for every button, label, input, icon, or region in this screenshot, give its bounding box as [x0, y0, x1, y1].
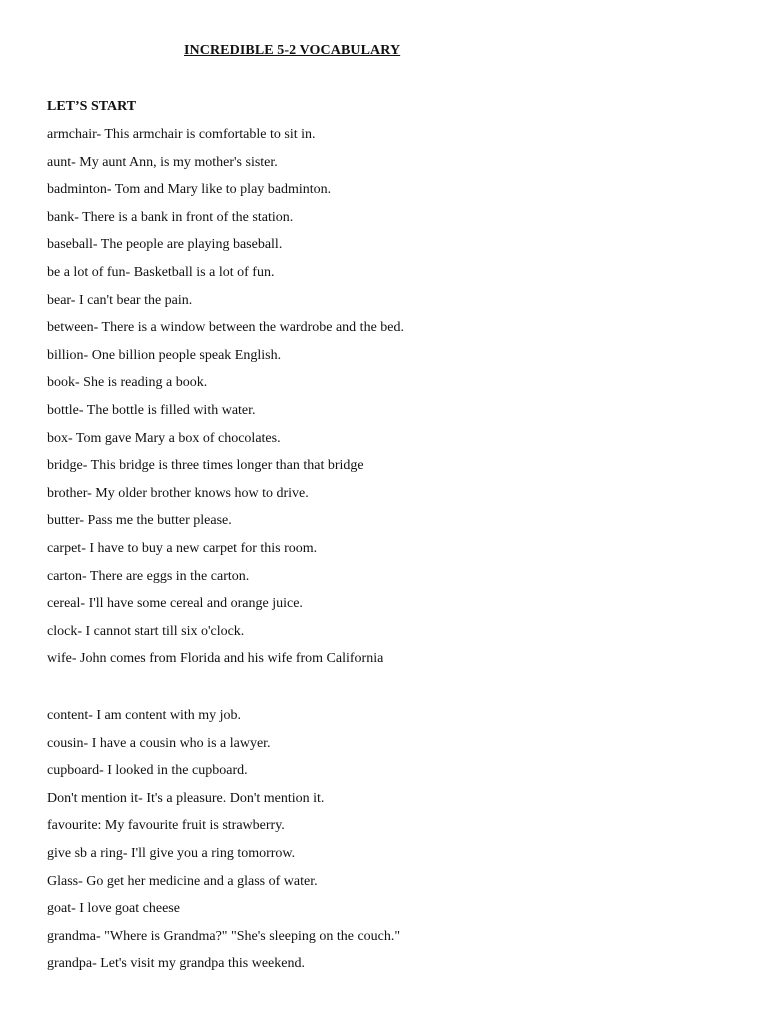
vocab-entry: grandpa- Let's visit my grandpa this weekend. — [47, 956, 305, 972]
vocab-entry: aunt- My aunt Ann, is my mother's sister. — [47, 154, 278, 170]
vocab-entry: goat- I love goat cheese — [47, 901, 180, 917]
vocab-entry: be a lot of fun- Basketball is a lot of fun. — [47, 264, 275, 280]
vocab-entry: cereal- I'll have some cereal and orange juice. — [47, 596, 303, 612]
vocab-entry: cupboard- I looked in the cupboard. — [47, 763, 248, 779]
document-title: INCREDIBLE 5-2 VOCABULARY — [184, 43, 401, 58]
vocab-entry: favourite: My favourite fruit is strawberry. — [47, 818, 285, 834]
vocab-entry: bridge- This bridge is three times longer than that bridge — [47, 458, 364, 474]
vocab-entry: baseball- The people are playing baseball. — [47, 237, 283, 253]
vocab-entry: carpet- I have to buy a new carpet for this room. — [47, 540, 318, 556]
vocab-entry: armchair- This armchair is comfortable to sit in. — [47, 127, 316, 142]
vocab-entry: wife- John comes from Florida and his wife from California — [47, 651, 384, 667]
vocab-entry: billion- One billion people speak English. — [47, 347, 282, 363]
vocab-entry: give sb a ring- I'll give you a ring tomorrow. — [47, 845, 296, 861]
vocab-entry: content- I am content with my job. — [47, 708, 242, 723]
vocab-entry: brother- My older brother knows how to drive. — [47, 485, 309, 501]
vocab-entry: bottle- The bottle is filled with water. — [47, 402, 256, 418]
vocabulary-list-part2 — [47, 707, 400, 983]
vocab-entry: Don't mention it- It's a pleasure. Don't mention it. — [47, 790, 325, 806]
vocab-entry: book- She is reading a book. — [47, 375, 208, 391]
vocabulary-list-part1 — [47, 126, 404, 678]
vocab-entry: clock- I cannot start till six o'clock. — [47, 623, 245, 639]
vocab-entry: between- There is a window between the wardrobe and the bed. — [47, 320, 404, 336]
vocab-entry: Glass- Go get her medicine and a glass of water. — [47, 873, 318, 889]
vocab-entry: carton- There are eggs in the carton. — [47, 568, 250, 584]
vocab-entry: grandma- "Where is Grandma?" "She's sleeping on the couch." — [47, 928, 401, 944]
vocab-entry: badminton- Tom and Mary like to play badminton. — [47, 182, 332, 198]
section-heading: LET’S START — [47, 99, 137, 114]
vocab-entry: butter- Pass me the butter please. — [47, 513, 232, 529]
vocab-entry: bank- There is a bank in front of the station. — [47, 209, 294, 225]
vocab-entry: cousin- I have a cousin who is a lawyer. — [47, 735, 271, 751]
vocab-entry: bear- I can't bear the pain. — [47, 292, 193, 308]
vocab-entry: box- Tom gave Mary a box of chocolates. — [47, 430, 281, 446]
